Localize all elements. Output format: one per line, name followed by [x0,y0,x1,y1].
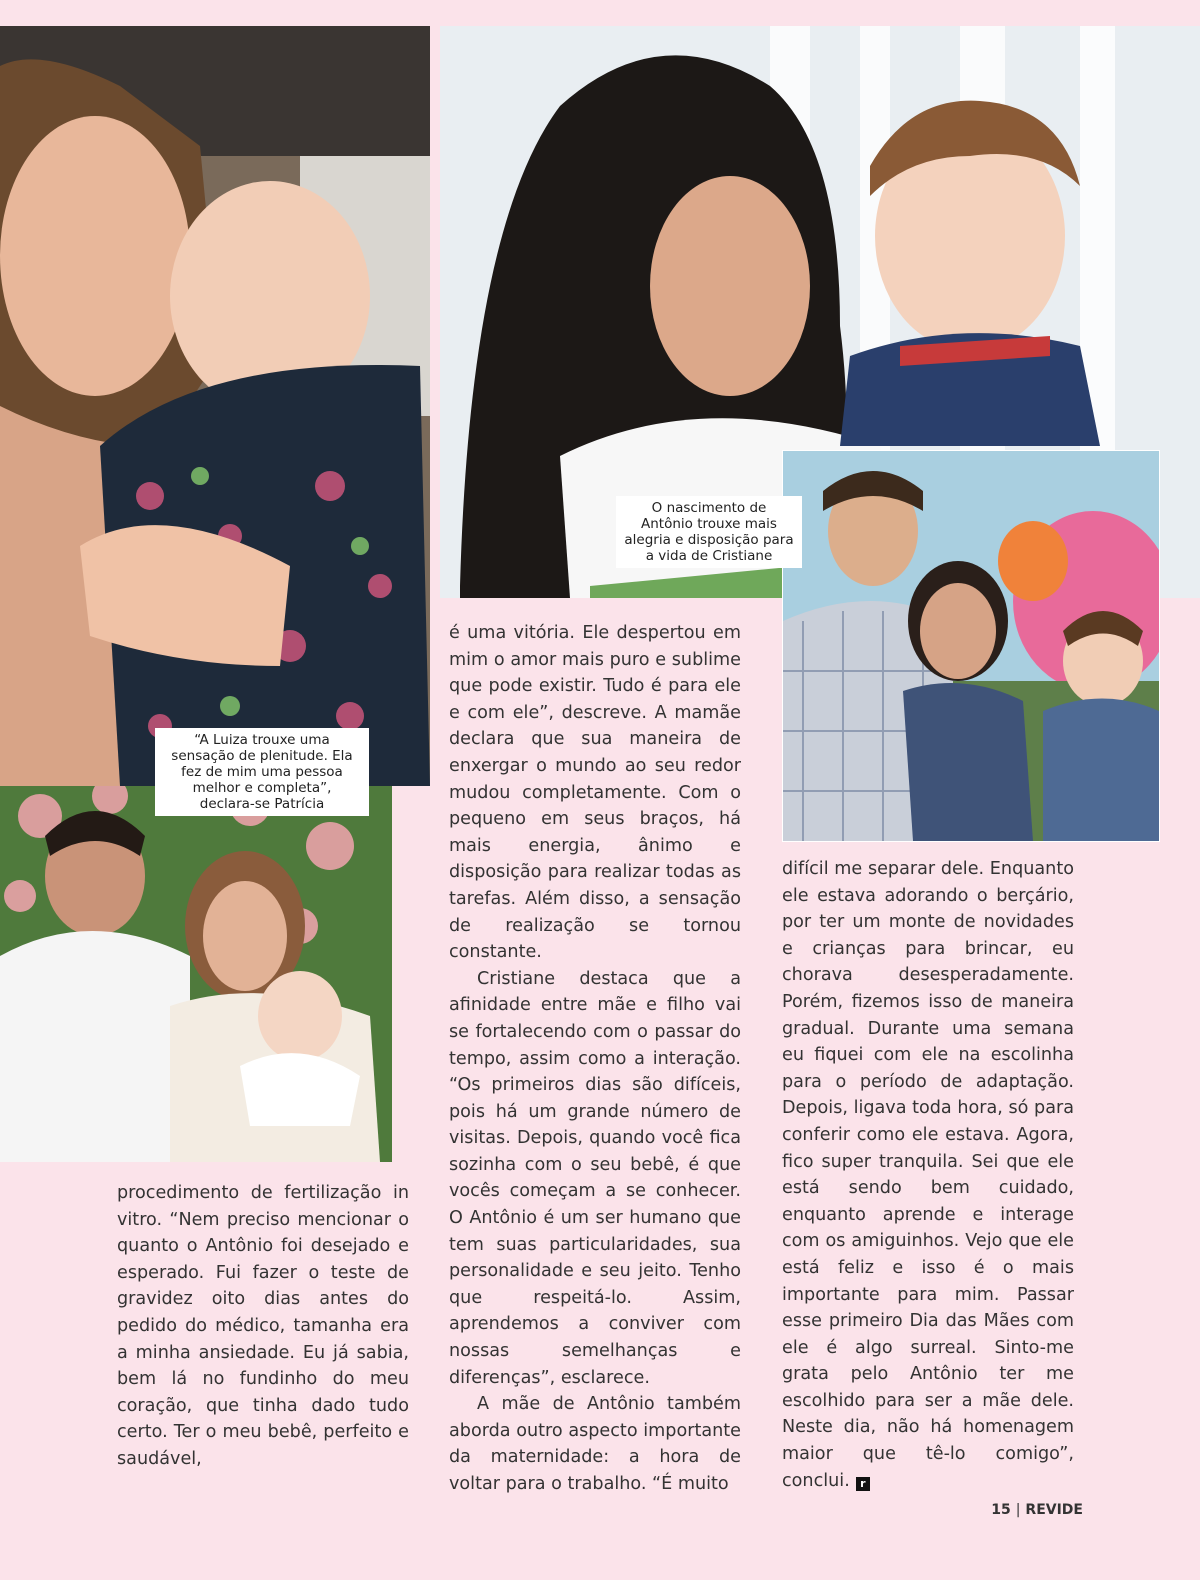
folio-separator: | [1015,1502,1021,1518]
paragraph: Cristiane destaca que a afinidade entre mãe e filho vai se fortalecendo com o passar do tempo, assim como a interação. “Os primeiros dias são difíceis, pois há um grande número de visitas. Depois, quando você fica sozinha com o seu bebê, é que vocês começam a se conhecer. O Antônio é um ser humano que tem suas particularidades, sua personalidade e seu jeito. Tenho que respeitá-lo. Assim, aprendemos a conviver com nossas semelhanças e diferenças”, esclarece. [449,968,741,1388]
page-folio [991,1502,1083,1518]
caption-patricia: “A Luiza trouxe uma sensação de plenitude. Ela fez de mim uma pessoa melhor e completa”, declara-se Patrícia [155,728,369,816]
column-left [117,1180,409,1473]
magazine-name: REVIDE [1025,1502,1083,1518]
paragraph-with-end-mark [782,856,1074,1494]
page-number: 15 [991,1502,1011,1518]
paragraph: é uma vitória. Ele despertou em mim o amor mais puro e sublime que pode existir. Tudo é para ele e com ele”, descreve. A mamãe declara que sua maneira de enxergar o mundo ao seu redor mudou completamente. Com o pequeno em seus braços, há mais energia, ânimo e disposição para realizar todas as tarefas. Além disso, a sensação de realização se tornou constante. [449,623,741,963]
paragraph: procedimento de fertilização in vitro. “Nem preciso mencionar o quanto o Antônio foi desejado e esperado. Fui fazer o teste de gravidez oito dias antes do pedido do médico, tamanha era a minha ansiedade. Eu já sabia, bem lá no fundinho do meu coração, que tinha dado tudo certo. Ter o meu bebê, perfeito e saudável, [117,1183,409,1469]
caption-cristiane: O nascimento de Antônio trouxe mais alegria e disposição para a vida de Cristiane [616,496,802,568]
paragraph: A mãe de Antônio também aborda outro aspecto importante da maternidade: a hora de voltar para o trabalho. “É muito [449,1394,741,1494]
photo-patricia-family [0,786,392,1162]
end-mark-icon: r [856,1477,870,1491]
photo-family-antonio [782,450,1160,842]
paragraph: difícil me separar dele. Enquanto ele estava adorando o berçário, por ter um monte de novidades e crianças para brincar, eu chorava desesperadamente. Porém, fizemos isso de maneira gradual. Durante uma semana eu fiquei com ele na escolinha para o período de adaptação. Depois, ligava toda hora, só para conferir como ele estava. Agora, fico super tranquila. Sei que ele está sendo bem cuidado, enquanto aprende e interage com os amiguinhos. Vejo que ele está feliz e isso é o mais importante para mim. Passar esse primeiro Dia das Mães com ele é algo surreal. Sinto-me grata pelo Antônio ter me escolhido para ser a mãe dele. Neste dia, não há homenagem maior que tê-lo comigo”, conclui. [782,859,1074,1491]
column-right [782,856,1074,1494]
column-middle [449,620,741,1498]
